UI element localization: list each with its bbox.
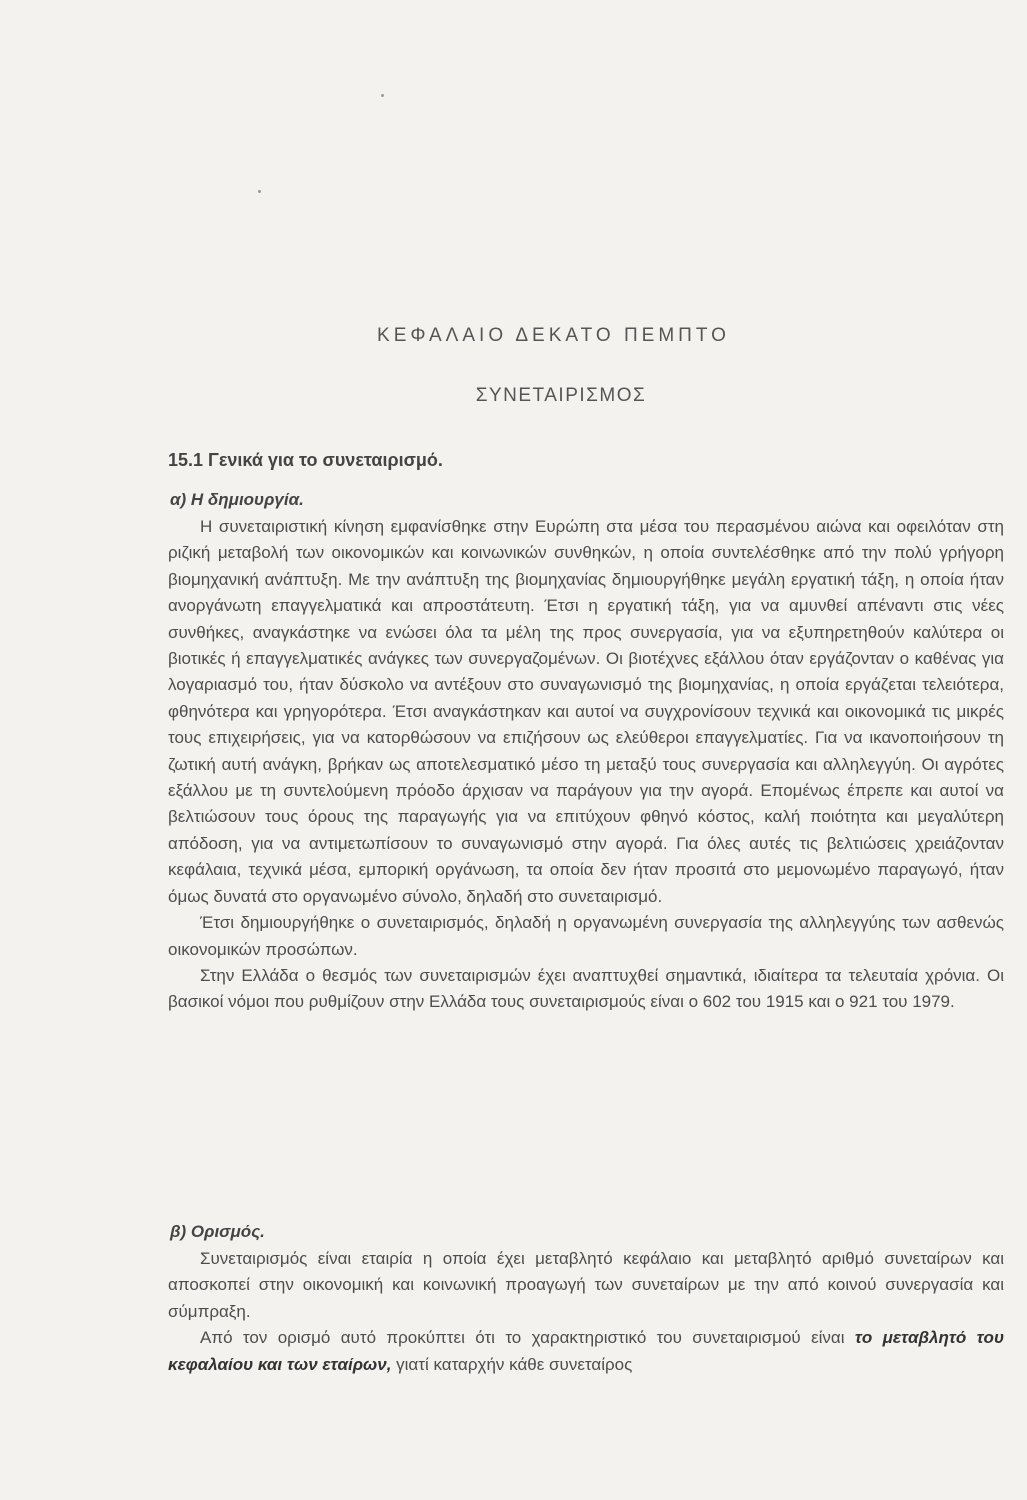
paragraph-end: γιατί καταρχήν κάθε συνεταίρος bbox=[391, 1354, 633, 1374]
subsection-b-body bbox=[168, 1246, 1004, 1378]
paragraph-start: Από τον ορισμό αυτό προκύπτει ότι το χαρακτηριστικό του συνεταιρισμού είναι bbox=[200, 1328, 855, 1348]
emphasis-text: το μεταβλητό του κεφαλαίου και των εταίρων, bbox=[168, 1328, 1004, 1374]
chapter-title: ΚΕΦΑΛΑΙΟ ΔΕΚΑΤΟ ΠΕΜΠΤΟ bbox=[377, 325, 730, 346]
section-heading: 15.1 Γενικά για το συνεταιρισμό. bbox=[168, 450, 443, 470]
paragraph: Η συνεταιριστική κίνηση εμφανίσθηκε στην Ευρώπη στα μέσα του περασμένου αιώνα και οφειλόταν στη ριζική μεταβολή των οικονομικών και κοινωνικών συνθηκών, η οποία συντελέσθηκε από την πολύ γρήγορη βιομηχανική ανάπτυξη. Με την ανάπτυξη της βιομηχανίας δημιουργήθηκε μεγάλη εργατική τάξη, η οποία ήταν ανοργάνωτη επαγγελματικά και απροστάτευτη. Έτσι η εργατική τάξη, για να αμυνθεί απέναντι στις νέες συνθήκες, αναγκάστηκε να ενώσει όλα τα μέλη της προς συνεργασία, για να εξυπηρετηθούν καλύτερα οι βιοτικές ή επαγγελματικές ανάγκες των συνεργαζομένων. Οι βιοτέχνες εξάλλου όταν εργάζονταν ο καθένας για λογαριασμό του, ήταν δύσκολο να αντέξουν στο συναγωνισμό της βιομηχανίας, η οποία εργάζεται τελειότερα, φθηνότερα και γρηγορότερα. Έτσι αναγκάστηκαν και αυτοί να συγχρονίσουν τεχνικά και οικονομικά τις μικρές τους επιχειρήσεις, για να κατορθώσουν να επιζήσουν ως ελεύθεροι επαγγελματίες. Για να ικανοποιήσουν τη ζωτική αυτή ανάγκη, βρήκαν ως αποτελεσματικό μέσο τη μεταξύ τους συνεργασία και αλληλεγγύη. Οι αγρότες εξάλλου με τη συντελούμενη πρόοδο άρχισαν να παράγουν για την αγορά. Επομένως έπρεπε και αυτοί να βελτιώσουν τους όρους της παραγωγής για να επιτύχουν φθηνό κόστος, καλή ποιότητα και μεγαλύτερη απόδοση, για να αντιμετωπίσουν το συναγωνισμό στην αγορά. Για όλες αυτές τις βελτιώσεις χρειάζονταν κεφάλαια, τεχνικά μέσα, εμπορική οργάνωση, τα οποία δεν ήταν προσιτά στο μεμονωμένο παραγωγό, ήταν όμως δυνατά στο οργανωμένο σύνολο, δηλαδή στο συνεταιρισμό. bbox=[168, 517, 1004, 906]
paragraph: Έτσι δημιουργήθηκε ο συνεταιρισμός, δηλαδή η οργανωμένη συνεργασία της αλληλεγγύης των ασθενώς οικονομικών προσώπων. bbox=[168, 913, 1004, 959]
paragraph-last bbox=[168, 1325, 1004, 1378]
subsection-b-heading: β) Ορισμός. bbox=[170, 1222, 265, 1241]
main-title: ΣΥΝΕΤΑΙΡΙΣΜΟΣ bbox=[475, 385, 647, 406]
scan-speck bbox=[381, 94, 384, 97]
scan-speck bbox=[258, 190, 261, 193]
paragraph: Συνεταιρισμός είναι εταιρία η οποία έχει μεταβλητό κεφάλαιο και μεταβλητό αριθμό συνεταίρων και αποσκοπεί στην οικονομική και κοινωνική προαγωγή των συνεταίρων με την από κοινού συνεργασία και σύμπραξη. bbox=[168, 1249, 1004, 1321]
paragraph: Στην Ελλάδα ο θεσμός των συνεταιρισμών έχει αναπτυχθεί σημαντικά, ιδιαίτερα τα τελευταία χρόνια. Οι βασικοί νόμοι που ρυθμίζουν στην Ελλάδα τους συνεταιρισμούς είναι ο 602 του 1915 και ο 921 του 1979. bbox=[168, 965, 1004, 1012]
subsection-a-heading: α) Η δημιουργία. bbox=[170, 490, 304, 509]
subsection-a-body bbox=[168, 514, 1004, 1016]
